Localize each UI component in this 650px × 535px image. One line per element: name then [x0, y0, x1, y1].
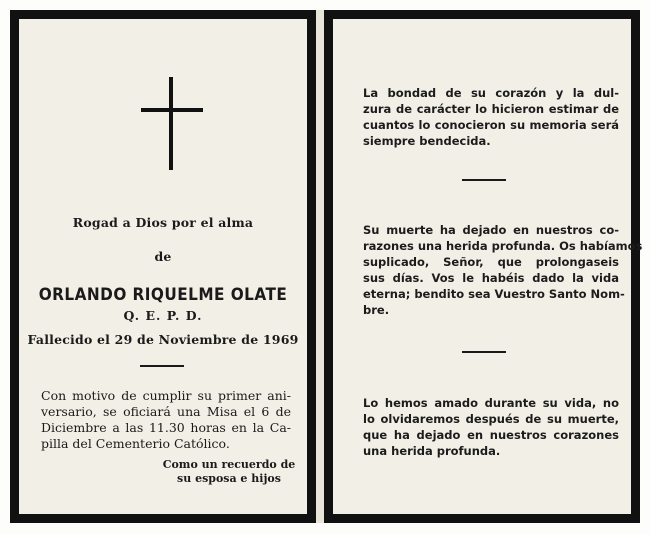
divider — [462, 351, 506, 353]
paragraph-death — [363, 222, 643, 318]
paragraph-line: Su muerte ha dejado en nuestros co- — [363, 223, 619, 237]
right-panel — [324, 10, 643, 523]
signature-block — [159, 458, 299, 486]
divider — [140, 365, 184, 367]
announcement-line: Con motivo de cumplir su primer ani- — [41, 388, 291, 403]
death-date-line: Fallecido el 29 de Noviembre de 1969 — [27, 332, 299, 347]
paragraph-line: razones una herida profunda. Os habíamos — [363, 239, 643, 253]
paragraph-line: una herida profunda. — [363, 444, 501, 458]
cross-icon — [141, 77, 203, 172]
signature-line: su esposa e hijos — [177, 472, 281, 485]
deceased-name: ORLANDO RIQUELME OLATE — [38, 285, 288, 305]
card-fold — [316, 10, 324, 523]
left-panel-inner — [19, 19, 307, 514]
signature-line: Como un recuerdo de — [162, 458, 296, 471]
announcement-paragraph — [41, 388, 291, 452]
paragraph-line: sus días. Vos le habéis dado la vida — [363, 271, 619, 285]
announcement-line: versario, se oficiará una Misa el 6 de — [41, 404, 291, 419]
de-text: de — [154, 249, 172, 264]
paragraph-line: cuantos lo conocieron su memoria será — [363, 118, 619, 132]
paragraph-line: suplicado, Señor, que prolongaseis — [363, 255, 619, 269]
paragraph-line: bre. — [363, 303, 390, 317]
invocation-text: Rogad a Dios por el alma — [72, 215, 254, 230]
paragraph-line: La bondad de su corazón y la dul- — [363, 86, 619, 100]
paragraph-line: que ha dejado en nuestros corazones — [363, 428, 619, 442]
paragraph-line: siempre bendecida. — [363, 134, 491, 148]
announcement-line: pilla del Cementerio Católico. — [41, 436, 230, 451]
paragraph-line: Lo hemos amado durante su vida, no — [363, 396, 619, 410]
paragraph-line: eterna; bendito sea Vuestro Santo Nom- — [363, 287, 625, 301]
paragraph-kindness — [363, 85, 619, 149]
right-panel-inner — [333, 19, 643, 514]
paragraph-line: lo olvidaremos después de su muerte, — [363, 412, 619, 426]
rip-text: Q. E. P. D. — [123, 308, 203, 323]
paragraph-line: zura de carácter lo hicieron estimar de — [363, 102, 619, 116]
paragraph-love — [363, 395, 619, 459]
left-panel — [10, 10, 316, 523]
divider — [462, 179, 506, 181]
announcement-line: Diciembre a las 11.30 horas en la Ca- — [41, 420, 291, 435]
